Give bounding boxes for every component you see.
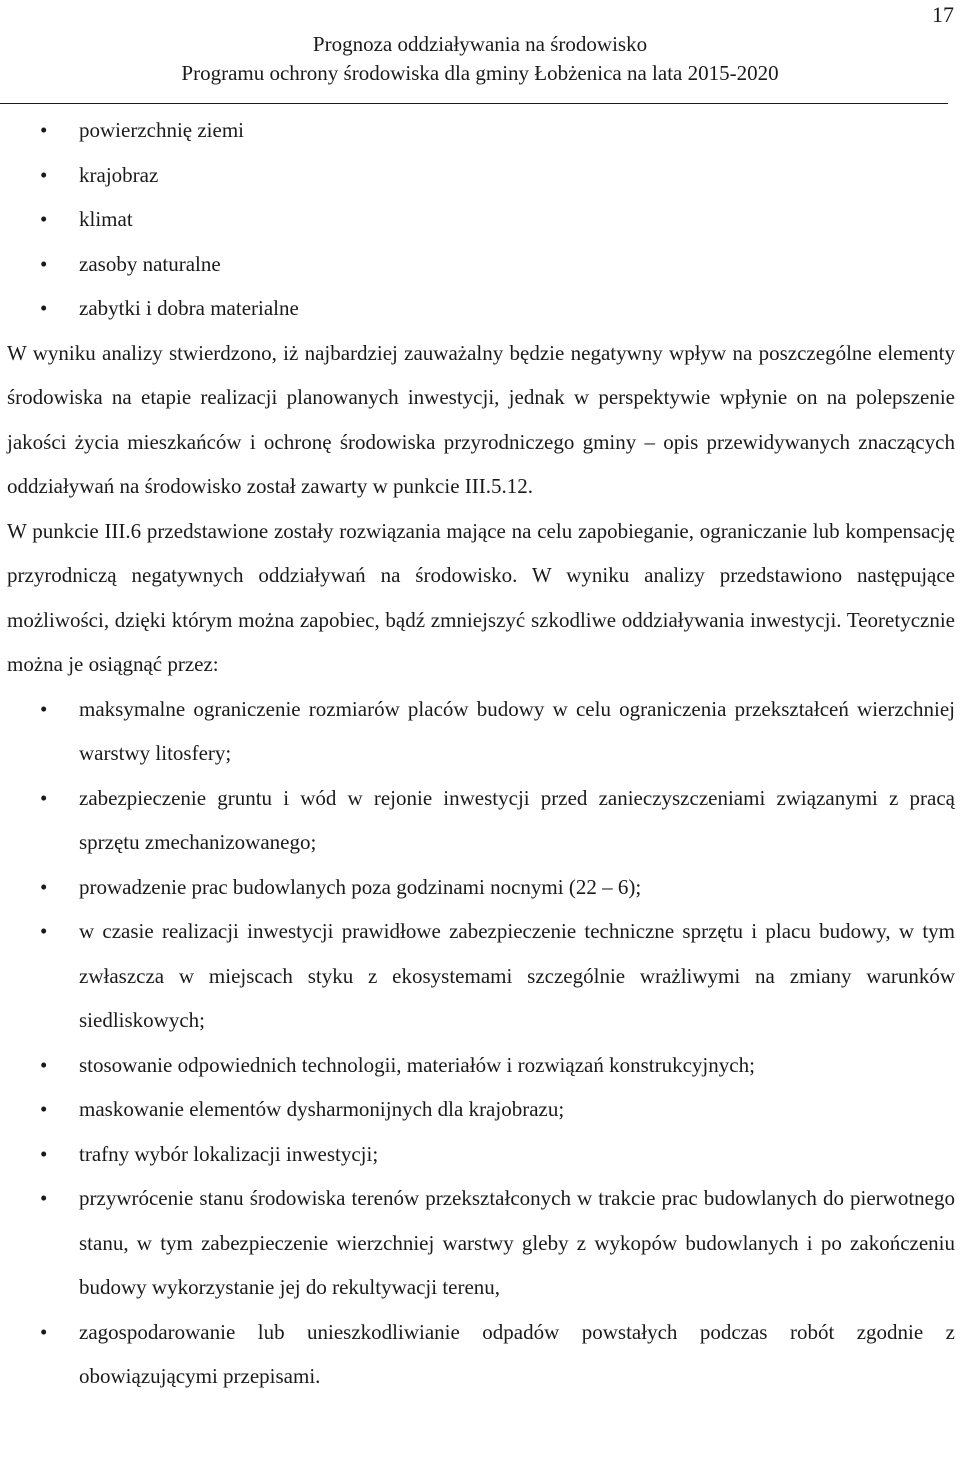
list-mitigation-measures bbox=[7, 687, 955, 1399]
list-item bbox=[7, 1087, 955, 1132]
list-item bbox=[7, 1176, 955, 1310]
list-item-text: zabytki i dobra materialne bbox=[79, 296, 299, 320]
document-header bbox=[0, 30, 960, 88]
bullet-icon: • bbox=[40, 785, 48, 810]
list-item-text: maksymalne ograniczenie rozmiarów placów budowy w celu ograniczenia przekształceń wierzchniej warstwy litosfery; bbox=[79, 696, 955, 765]
list-item bbox=[7, 153, 955, 198]
paragraph-analysis: W wyniku analizy stwierdzono, iż najbardziej zauważalny będzie negatywny wpływ na poszczególne elementy środowiska na etapie realizacji planowanych inwestycji, jednak w perspektywie wpłynie on na polepszenie jakości życia mieszkańców i ochronę środowiska przyrodniczego gminy – opis przewidywanych znaczących oddziaływań na środowisko został zawarty w punkcie III.5.12. bbox=[7, 340, 955, 498]
list-item bbox=[7, 286, 955, 331]
list-item-text: zagospodarowanie lub unieszkodliwianie odpadów powstałych podczas robót zgodnie z obowiązującymi przepisami. bbox=[79, 1319, 955, 1388]
list-item bbox=[7, 242, 955, 287]
list-item-text: prowadzenie prac budowlanych poza godzinami nocnymi (22 – 6); bbox=[79, 874, 642, 899]
list-environment-elements bbox=[7, 108, 955, 331]
bullet-icon: • bbox=[40, 1141, 48, 1166]
list-item bbox=[7, 865, 955, 910]
bullet-icon: • bbox=[40, 874, 48, 899]
header-title: Prognoza oddziaływania na środowisko bbox=[312, 32, 648, 56]
paragraph-measures: W punkcie III.6 przedstawione zostały rozwiązania mające na celu zapobieganie, ograniczanie lub kompensację przyrodniczą negatywnych oddziaływań na środowisko. W wyniku analizy przedstawiono następujące możliwości, dzięki którym można zapobiec, bądź zmniejszyć szkodliwe oddziaływania inwestycji. Teoretycznie można je osiągnąć przez: bbox=[7, 518, 955, 676]
bullet-icon: • bbox=[40, 919, 48, 943]
list-item bbox=[7, 909, 955, 1043]
bullet-icon: • bbox=[40, 296, 48, 320]
list-item-text: powierzchnię ziemi bbox=[79, 118, 245, 142]
bullet-icon: • bbox=[40, 1097, 48, 1121]
list-item-text: zasoby naturalne bbox=[79, 251, 221, 276]
bullet-icon: • bbox=[40, 251, 48, 276]
bullet-icon: • bbox=[40, 118, 48, 142]
list-item bbox=[7, 687, 955, 776]
list-item-text: trafny wybór lokalizacji inwestycji; bbox=[79, 1141, 379, 1166]
list-item bbox=[7, 1310, 955, 1399]
header-subtitle: Programu ochrony środowiska dla gminy Łobżenica na lata 2015-2020 bbox=[181, 61, 779, 85]
list-item bbox=[7, 197, 955, 242]
list-item bbox=[7, 1132, 955, 1177]
bullet-icon: • bbox=[40, 1052, 48, 1077]
list-item-text: maskowanie elementów dysharmonijnych dla krajobrazu; bbox=[79, 1097, 565, 1121]
header-divider bbox=[0, 103, 948, 104]
list-item-text: krajobraz bbox=[79, 162, 159, 187]
list-item-text: przywrócenie stanu środowiska terenów przekształconych w trakcie prac budowlanych do pierwotnego stanu, w tym zabezpieczenie wierzchniej warstwy gleby z wykopów budowlanych i po zakończeniu budowy wykorzystanie jej do rekultywacji terenu, bbox=[79, 1186, 955, 1299]
list-item-text: w czasie realizacji inwestycji prawidłowe zabezpieczenie techniczne sprzętu i placu budowy, w tym zwłaszcza w miejscach styku z ekosystemami szczególnie wrażliwymi na zmiany warunków siedliskowych; bbox=[79, 919, 955, 1032]
bullet-icon: • bbox=[40, 696, 48, 721]
list-item-text: zabezpieczenie gruntu i wód w rejonie inwestycji przed zanieczyszczeniami związanymi z pracą sprzętu zmechanizowanego; bbox=[79, 785, 955, 854]
bullet-icon: • bbox=[40, 162, 48, 187]
list-item bbox=[7, 776, 955, 865]
bullet-icon: • bbox=[40, 1186, 48, 1210]
list-item-text: klimat bbox=[79, 207, 133, 231]
bullet-icon: • bbox=[40, 207, 48, 231]
document-body bbox=[7, 108, 955, 1399]
page-number: 17 bbox=[932, 2, 954, 27]
list-item bbox=[7, 1043, 955, 1088]
list-item bbox=[7, 108, 955, 153]
bullet-icon: • bbox=[40, 1319, 48, 1344]
list-item-text: stosowanie odpowiednich technologii, materiałów i rozwiązań konstrukcyjnych; bbox=[79, 1052, 755, 1077]
